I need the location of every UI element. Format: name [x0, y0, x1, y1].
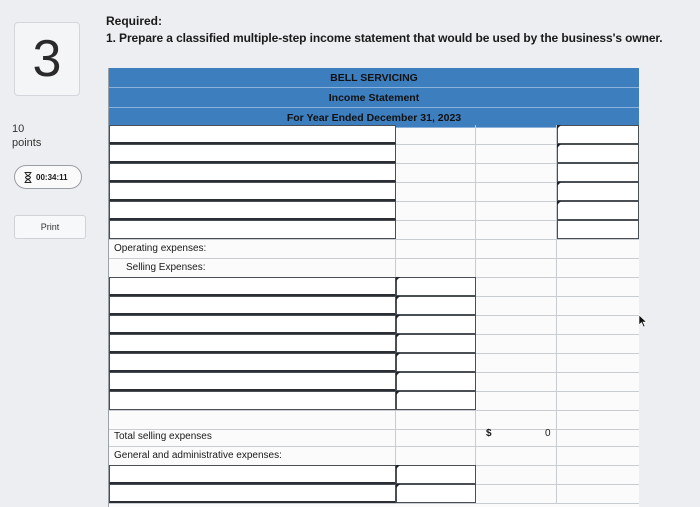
selling-expense-input[interactable]	[109, 277, 396, 296]
table-row	[109, 315, 639, 335]
table-row	[109, 391, 639, 411]
table-row	[109, 125, 639, 145]
amount-input[interactable]	[396, 334, 476, 353]
selling-expense-input[interactable]	[109, 353, 396, 372]
amount-input[interactable]	[396, 372, 476, 391]
amount-input[interactable]	[557, 163, 639, 182]
amount-input[interactable]	[396, 353, 476, 372]
income-statement-worksheet	[108, 68, 639, 507]
selling-expense-input[interactable]	[109, 334, 396, 353]
account-input[interactable]	[109, 220, 396, 239]
admin-expense-input[interactable]	[109, 465, 396, 484]
amount-input[interactable]	[396, 277, 476, 296]
total-selling-label: Total selling expenses	[114, 431, 212, 442]
table-row	[109, 144, 639, 164]
timer-value: 00:34:11	[36, 172, 68, 182]
account-input[interactable]	[109, 182, 396, 201]
points-label: points	[12, 137, 42, 149]
table-row	[109, 182, 639, 202]
total-selling-row	[109, 424, 639, 447]
total-selling-value: 0	[545, 428, 551, 439]
hourglass-icon	[24, 172, 32, 183]
table-row	[109, 201, 639, 221]
table-row	[109, 220, 639, 240]
amount-input[interactable]	[557, 182, 639, 201]
print-button[interactable]: Print	[14, 215, 86, 239]
table-row	[109, 465, 639, 485]
selling-expense-input[interactable]	[109, 315, 396, 334]
table-row	[109, 353, 639, 373]
selling-expense-input[interactable]	[109, 372, 396, 391]
table-row	[109, 239, 639, 259]
account-input[interactable]	[109, 144, 396, 163]
admin-expense-input[interactable]	[109, 484, 396, 503]
selling-expenses-label: Selling Expenses:	[126, 262, 206, 273]
table-row	[109, 372, 639, 392]
account-input[interactable]	[109, 201, 396, 220]
timer-badge[interactable]	[14, 165, 82, 189]
table-row	[109, 163, 639, 183]
table-row	[109, 258, 639, 278]
statement-period: For Year Ended December 31, 2023	[109, 108, 639, 128]
selling-expense-input[interactable]	[109, 296, 396, 315]
general-admin-label: General and administrative expenses:	[114, 450, 282, 461]
table-row	[109, 334, 639, 354]
account-input[interactable]	[109, 125, 396, 144]
table-row	[109, 446, 639, 466]
table-row	[109, 296, 639, 316]
statement-title: Income Statement	[109, 88, 639, 108]
amount-input[interactable]	[557, 201, 639, 220]
amount-input[interactable]	[396, 484, 476, 503]
required-instruction: 1. Prepare a classified multiple-step income statement that would be used by the business's owner.	[106, 31, 663, 45]
amount-input[interactable]	[557, 220, 639, 239]
required-heading: Required:	[106, 14, 163, 28]
question-number: 3	[14, 22, 80, 96]
table-row	[109, 484, 639, 504]
operating-expenses-label: Operating expenses:	[114, 243, 207, 254]
mouse-cursor-icon	[638, 314, 648, 328]
amount-input[interactable]	[396, 315, 476, 334]
amount-input[interactable]	[396, 296, 476, 315]
dollar-sign: $	[486, 428, 492, 439]
amount-input[interactable]	[557, 144, 639, 163]
amount-input[interactable]	[557, 125, 639, 144]
points-value: 10	[12, 123, 25, 135]
question-sidebar	[0, 0, 98, 507]
company-name: BELL SERVICING	[109, 68, 639, 88]
account-input[interactable]	[109, 163, 396, 182]
selling-expense-input[interactable]	[109, 391, 396, 410]
amount-input[interactable]	[396, 391, 476, 410]
table-row	[109, 277, 639, 297]
amount-input[interactable]	[396, 465, 476, 484]
